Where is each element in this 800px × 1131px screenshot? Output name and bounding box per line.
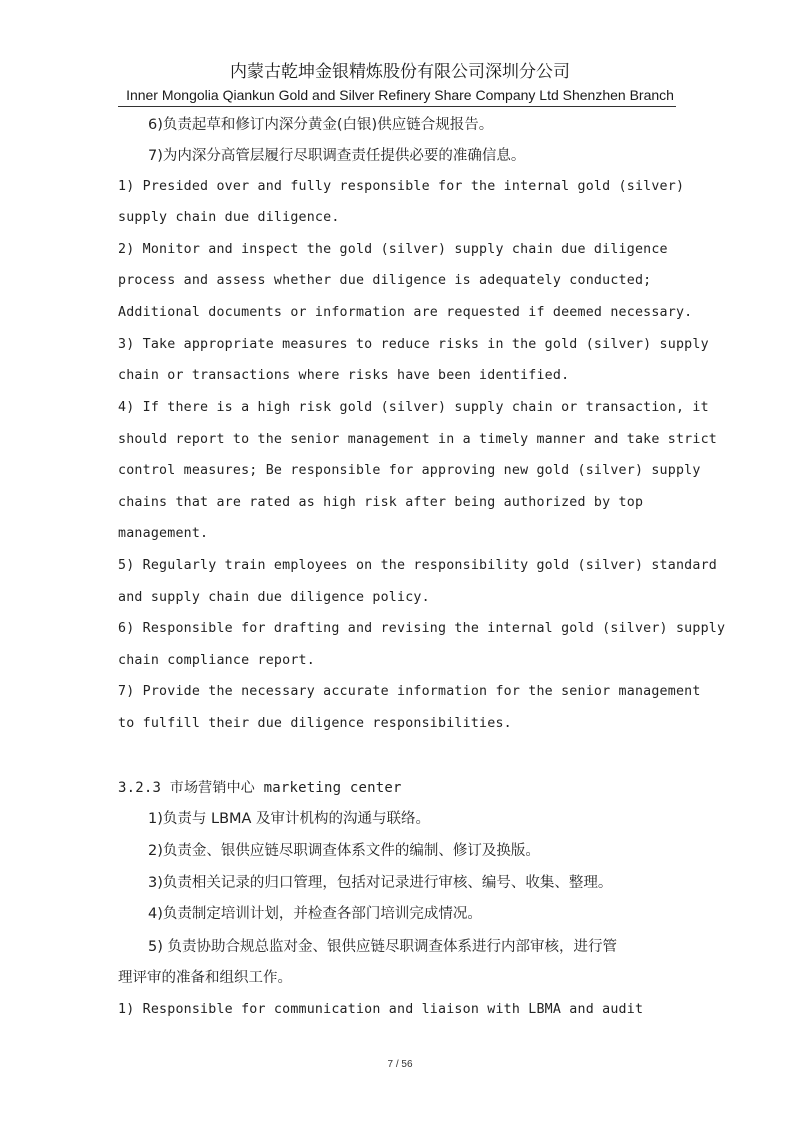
section-line: 5) 负责协助合规总监对金、银供应链尽职调查体系进行内部审核，进行管 <box>148 939 617 955</box>
body-line: Additional documents or information are requested if deemed necessary. <box>118 305 693 320</box>
section-line: 4)负责制定培训计划，并检查各部门培训完成情况。 <box>148 906 482 922</box>
header-divider <box>118 106 676 107</box>
section-line: 1)负责与 LBMA 及审计机构的沟通与联络。 <box>148 811 431 827</box>
body-line: 6)负责起草和修订内深分黄金(白银)供应链合规报告。 <box>148 117 494 133</box>
section-heading: 3.2.3 市场营销中心 marketing center <box>118 780 402 796</box>
section-line: 3)负责相关记录的归口管理，包括对记录进行审核、编号、收集、整理。 <box>148 875 613 891</box>
section-line: 1) Responsible for communication and liaison with LBMA and audit <box>118 1002 644 1017</box>
body-line: 1) Presided over and fully responsible for the internal gold (silver) <box>118 179 685 194</box>
header-company-name-cn: 内蒙古乾坤金银精炼股份有限公司深圳分公司 <box>230 62 570 82</box>
body-line: 4) If there is a high risk gold (silver) supply chain or transaction, it <box>118 400 709 415</box>
body-line: 3) Take appropriate measures to reduce risks in the gold (silver) supply <box>118 337 709 352</box>
body-line: process and assess whether due diligence is adequately conducted; <box>118 273 652 288</box>
body-line: should report to the senior management in a timely manner and take strict <box>118 432 717 447</box>
body-line: to fulfill their due diligence responsibilities. <box>118 716 512 731</box>
header-company-name-en: Inner Mongolia Qiankun Gold and Silver Refinery Share Company Ltd Shenzhen Branch <box>126 87 674 103</box>
body-line: 2) Monitor and inspect the gold (silver) supply chain due diligence <box>118 242 668 257</box>
section-line: 2)负责金、银供应链尽职调查体系文件的编制、修订及换版。 <box>148 843 540 859</box>
body-line: chain compliance report. <box>118 653 315 668</box>
body-line: supply chain due diligence. <box>118 210 340 225</box>
body-line: chain or transactions where risks have been identified. <box>118 368 570 383</box>
body-line: management. <box>118 526 209 541</box>
body-line: 5) Regularly train employees on the responsibility gold (silver) standard <box>118 558 717 573</box>
body-line: 6) Responsible for drafting and revising the internal gold (silver) supply <box>118 621 726 636</box>
page-number: 7 / 56 <box>387 1059 413 1070</box>
body-line: chains that are rated as high risk after being authorized by top <box>118 495 644 510</box>
body-line: and supply chain due diligence policy. <box>118 590 430 605</box>
body-line: 7) Provide the necessary accurate information for the senior management <box>118 684 701 699</box>
section-line: 理评审的准备和组织工作。 <box>118 970 292 986</box>
body-line: control measures; Be responsible for approving new gold (silver) supply <box>118 463 701 478</box>
body-line: 7)为内深分高管层履行尽职调查责任提供必要的准确信息。 <box>148 148 526 164</box>
